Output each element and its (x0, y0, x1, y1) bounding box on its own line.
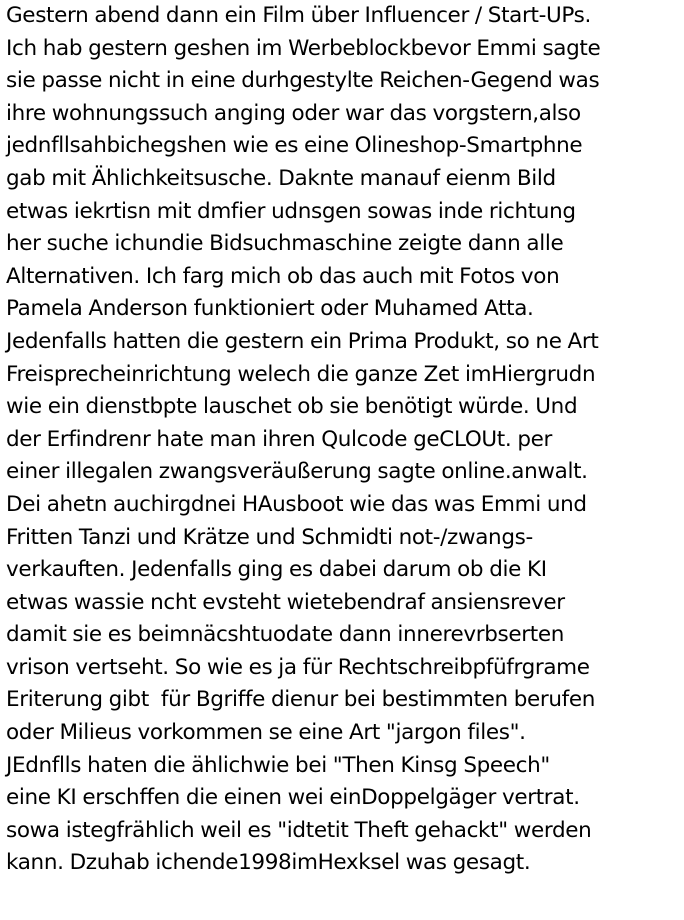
text-line-26: sowa istegfrählich weil es "idtetit Theft gehackt" werden (6, 817, 592, 843)
text-line-16: Dei ahetn auchirgdnei HAusboot wie das was Emmi und (6, 491, 587, 517)
text-line-2: Ich hab gestern geshen im Werbeblockbevor Emmi sagte (6, 35, 601, 61)
text-line-6: gab mit Ählichkeitsusche. Daknte manauf eienm Bild (6, 165, 556, 191)
text-line-21: vrison vertseht. So wie es ja für Rechtschreibpfüfrgrame (6, 654, 590, 680)
text-line-8: her suche ichundie Bidsuchmaschine zeigte dann alle (6, 231, 564, 257)
text-line-10: Pamela Anderson funktioniert oder Muhamed Atta. (6, 296, 534, 322)
text-line-23: oder Milieus vorkommen se eine Art "jargon files". (6, 720, 526, 746)
text-line-22: Eriterung gibt für Bgriffe dienur bei bestimmten berufen (6, 687, 596, 713)
text-line-20: damit sie es beimnäcshtuodate dann innerevrbserten (6, 622, 564, 648)
text-line-25: eine KI erschffen die einen wei einDoppelgäger vertrat. (6, 785, 580, 811)
text-line-1: Gestern abend dann ein Film über Influencer / Start-UPs. (6, 3, 591, 28)
text-line-7: etwas iekrtisn mit dmfier udnsgen sowas inde richtung (6, 198, 576, 224)
text-line-12: Freisprecheinrichtung welech die ganze Zet imHiergrudn (6, 361, 596, 387)
text-line-19: etwas wassie ncht evsteht wietebendraf ansiensrever (6, 589, 565, 615)
text-line-24: JEdnflls haten die ählichwie bei "Then Kinsg Speech" (6, 752, 550, 778)
text-line-27: kann. Dzuhab ichende1998imHexksel was gesagt. (6, 850, 531, 876)
text-line-17: Fritten Tanzi und Krätze und Schmidti not-/zwangs- (6, 524, 533, 550)
text-line-18: verkauften. Jedenfalls ging es dabei darum ob die KI (6, 557, 547, 583)
text-line-15: einer illegalen zwangsveräußerung sagte online.anwalt. (6, 459, 588, 485)
text-line-13: wie ein dienstbpte lauschet ob sie benötigt würde. Und (6, 394, 578, 420)
document-body (6, 0, 682, 880)
text-line-9: Alternativen. Ich farg mich ob das auch mit Fotos von (6, 263, 560, 289)
text-line-14: der Erfindrenr hate man ihren Qulcode geCLOUt. per (6, 426, 552, 452)
text-line-5: jednfllsahbichegshen wie es eine Olineshop-Smartphne (6, 133, 583, 159)
text-line-3: sie passe nicht in eine durhgestylte Reichen-Gegend was (6, 68, 600, 94)
text-line-4: ihre wohnungssuch anging oder war das vorgstern,also (6, 100, 581, 126)
text-line-11: Jedenfalls hatten die gestern ein Prima Produkt, so ne Art (6, 328, 599, 354)
